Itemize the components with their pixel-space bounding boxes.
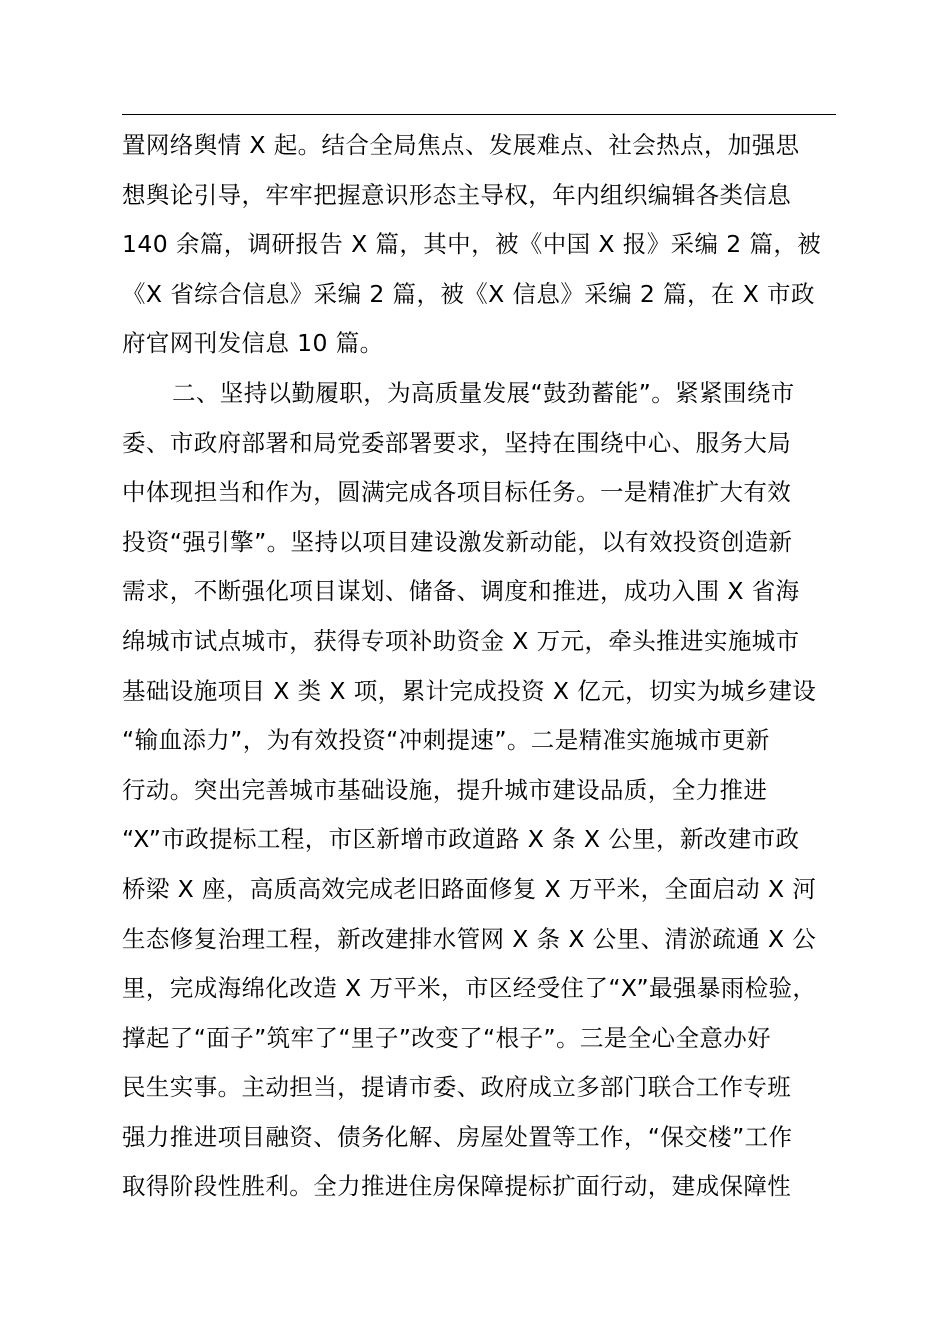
text-line: 需求，不断强化项目谋划、储备、调度和推进，成功入围 X 省海 (122, 577, 800, 606)
text-line: 140 余篇，调研报告 X 篇，其中，被《中国 X 报》采编 2 篇，被 (122, 230, 822, 259)
text-line: “X”市政提标工程，市区新增市政道路 X 条 X 公里，新改建市政 (122, 825, 800, 854)
text-line: 二、坚持以勤履职，为高质量发展“鼓劲蓄能”。紧紧围绕市 (172, 378, 795, 407)
text-line: 委、市政府部署和局党委部署要求，坚持在围绕中心、服务大局 (122, 428, 792, 457)
text-line: 想舆论引导，牢牢把握意识形态主导权，年内组织编辑各类信息 (122, 180, 792, 209)
text-line: 民生实事。主动担当，提请市委、政府成立多部门联合工作专班 (122, 1073, 792, 1102)
text-line: “输血添力”，为有效投资“冲刺提速”。二是精准实施城市更新 (122, 726, 770, 755)
paragraph-section-two (122, 369, 862, 1212)
text-line: 撑起了“面子”筑牢了“里子”改变了“根子”。三是全心全意办好 (122, 1023, 772, 1052)
text-line: 生态修复治理工程，新改建排水管网 X 条 X 公里、清淤疏通 X 公 (122, 924, 817, 953)
text-line: 取得阶段性胜利。全力推进住房保障提标扩面行动，建成保障性 (122, 1172, 792, 1201)
text-line: 中体现担当和作为，圆满完成各项目标任务。一是精准扩大有效 (122, 478, 792, 507)
text-line: 《X 省综合信息》采编 2 篇，被《X 信息》采编 2 篇，在 X 市政 (122, 279, 815, 308)
document-body (122, 121, 862, 1212)
text-line: 里，完成海绵化改造 X 万平米，市区经受住了“X”最强暴雨检验， (122, 974, 817, 1003)
text-line: 置网络舆情 X 起。结合全局焦点、发展难点、社会热点，加强思 (122, 131, 800, 159)
text-line: 桥梁 X 座，高质高效完成老旧路面修复 X 万平米，全面启动 X 河 (122, 874, 817, 903)
header-rule (122, 114, 836, 115)
text-line: 行动。突出完善城市基础设施，提升城市建设品质，全力推进 (122, 775, 768, 804)
paragraph-continued (122, 121, 862, 369)
text-line: 基础设施项目 X 类 X 项，累计完成投资 X 亿元，切实为城乡建设 (122, 676, 817, 705)
text-line: 投资“强引擎”。坚持以项目建设激发新动能，以有效投资创造新 (122, 527, 793, 556)
text-line: 强力推进项目融资、债务化解、房屋处置等工作，“保交楼”工作 (122, 1122, 793, 1151)
text-line: 府官网刊发信息 10 篇。 (122, 329, 384, 358)
text-line: 绵城市试点城市，获得专项补助资金 X 万元，牵头推进实施城市 (122, 626, 800, 655)
